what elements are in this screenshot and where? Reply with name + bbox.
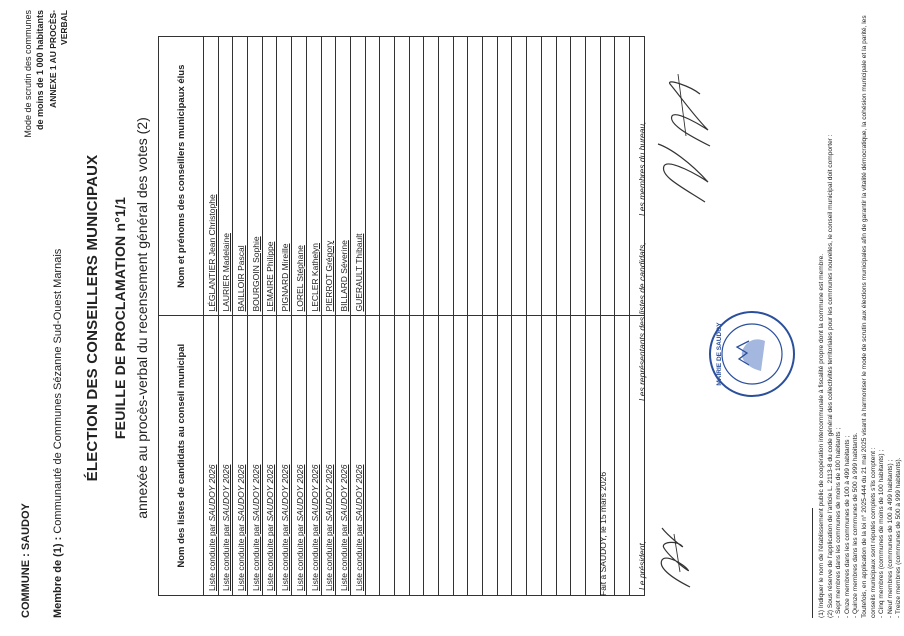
- empty-row: [556, 37, 571, 596]
- empty-cell: [541, 37, 556, 317]
- empty-cell: [483, 37, 498, 317]
- empty-cell: [365, 316, 380, 596]
- list-cell: [277, 316, 292, 596]
- elu-name: BAILLOIR Pascal: [236, 245, 247, 312]
- annexe-line2: VERBAL: [59, 10, 69, 45]
- list-name: SAUDOY 2026: [353, 464, 364, 522]
- empty-cell: [409, 37, 424, 317]
- empty-row: [483, 37, 498, 596]
- table-row: [233, 37, 248, 596]
- commune-line: [20, 503, 32, 618]
- footnote-line: (2) Sous réserve de l'application de l'article L. 2113-8 du code général des collectivités territoriales pour les communes nouvelles, le conseil municipal doit comporter :: [826, 134, 834, 618]
- list-cell: [218, 316, 233, 596]
- table-row: [218, 37, 233, 596]
- elu-cell: [306, 37, 321, 317]
- list-name: SAUDOY 2026: [324, 464, 335, 522]
- empty-cell: [527, 316, 542, 596]
- empty-row: [453, 37, 468, 596]
- footnote-line: - Neuf membres (communes de 100 à 499 habitants) ;: [886, 459, 894, 618]
- empty-cell: [483, 316, 498, 596]
- bureau-signatures: [650, 66, 720, 206]
- mode-line2: de moins de 1 000 habitants: [35, 10, 45, 131]
- table-row: [350, 37, 365, 596]
- elu-name: LÉGLANTIER Jean Christophe: [206, 194, 217, 312]
- elu-name: GUERAULT Thibault: [353, 233, 364, 312]
- empty-row: [527, 37, 542, 596]
- elu-cell: [277, 37, 292, 317]
- fait-line: Fait à SAUDOY, le 15 mars 2026: [598, 471, 608, 596]
- list-prefix: Liste conduite par: [294, 521, 305, 591]
- elu-name: PIGNARD Mireille: [280, 243, 291, 312]
- empty-cell: [439, 316, 454, 596]
- list-name: SAUDOY 2026: [280, 464, 291, 522]
- mairie-stamp: [705, 306, 800, 401]
- list-cell: [306, 316, 321, 596]
- table-row: [204, 37, 219, 596]
- elu-name: LOREL Stéphane: [294, 245, 305, 312]
- footnotes: [818, 15, 904, 618]
- list-cell: [321, 316, 336, 596]
- table-row: [248, 37, 263, 596]
- elu-name: LECLER Kathelyn: [309, 242, 320, 312]
- empty-cell: [394, 37, 409, 317]
- empty-row: [468, 37, 483, 596]
- president-signature: [650, 522, 700, 592]
- membres-label: Les membres du bureau,: [637, 121, 647, 216]
- commune-label: COMMUNE :: [20, 550, 32, 618]
- empty-cell: [600, 37, 615, 317]
- empty-cell: [468, 316, 483, 596]
- empty-cell: [556, 37, 571, 317]
- results-table: [158, 36, 645, 596]
- col-lists-header: Nom des listes de candidats au conseil municipal: [159, 316, 204, 596]
- footnote-divider: [812, 508, 813, 618]
- mode-scrutin: [22, 10, 46, 138]
- list-name: SAUDOY 2026: [221, 464, 232, 522]
- elu-name: LAURIER Madelaine: [221, 233, 232, 312]
- empty-cell: [453, 37, 468, 317]
- elu-cell: [218, 37, 233, 317]
- elu-cell: [248, 37, 263, 317]
- empty-row: [380, 37, 395, 596]
- empty-cell: [571, 37, 586, 317]
- membre-line: [52, 249, 64, 618]
- empty-cell: [394, 316, 409, 596]
- footnote-line: conseils municipaux sont réputés complets s'ils comptent :: [869, 447, 877, 618]
- empty-cell: [497, 316, 512, 596]
- list-name: SAUDOY 2026: [294, 464, 305, 522]
- membre-label: Membre de (1) :: [52, 533, 64, 618]
- list-prefix: Liste conduite par: [309, 521, 320, 591]
- main-title: ÉLECTION DES CONSEILLERS MUNICIPAUX: [84, 154, 101, 482]
- elu-cell: [262, 37, 277, 317]
- elu-cell: [292, 37, 307, 317]
- list-cell: [336, 316, 351, 596]
- empty-cell: [556, 316, 571, 596]
- stamp-text: MAIRIE DE SAUDOY: [716, 322, 723, 386]
- table-row: [306, 37, 321, 596]
- empty-cell: [380, 316, 395, 596]
- elu-name: PIERROT Grégory: [324, 240, 335, 312]
- list-prefix: Liste conduite par: [206, 521, 217, 591]
- footnote-line: - Treize membres (communes de 500 à 999 habitants).: [895, 457, 903, 618]
- table-row: [292, 37, 307, 596]
- president-label: Le président,: [637, 540, 647, 590]
- membre-value: Communauté de Communes Sézanne Sud-Ouest Marnais: [52, 248, 64, 534]
- commune-value: SAUDOY: [20, 503, 32, 551]
- empty-cell: [468, 37, 483, 317]
- empty-row: [365, 37, 380, 596]
- empty-row: [615, 37, 630, 596]
- empty-row: [394, 37, 409, 596]
- footnote-line: (1) Indiquer le nom de l'établissement public de coopération intercommunale à fiscalité propre dont la commune est membre.: [818, 253, 825, 618]
- list-prefix: Liste conduite par: [338, 521, 349, 591]
- footnote-line: - Cinq membres (communes de moins de 100 habitants) ;: [878, 449, 886, 618]
- list-prefix: Liste conduite par: [236, 521, 247, 591]
- empty-cell: [424, 316, 439, 596]
- table-header-row: [159, 37, 204, 596]
- footnote-line: - Sept membres dans les communes de moins de 100 habitants ;: [835, 427, 843, 618]
- footnote-line: - Quinze membres dans les communes de 500 à 999 habitants.: [852, 432, 860, 618]
- list-name: SAUDOY 2026: [265, 464, 276, 522]
- list-prefix: Liste conduite par: [221, 521, 232, 591]
- elu-cell: [204, 37, 219, 317]
- representants-label: Les représentants des listes de candidats,: [637, 242, 647, 401]
- mode-line1: Mode de scrutin des communes: [23, 10, 33, 138]
- empty-cell: [615, 316, 630, 596]
- table-row: [321, 37, 336, 596]
- list-cell: [233, 316, 248, 596]
- empty-cell: [512, 37, 527, 317]
- empty-row: [409, 37, 424, 596]
- list-prefix: Liste conduite par: [250, 521, 261, 591]
- empty-cell: [365, 37, 380, 317]
- list-cell: [248, 316, 263, 596]
- empty-cell: [571, 316, 586, 596]
- empty-row: [497, 37, 512, 596]
- list-cell: [262, 316, 277, 596]
- sub-title: FEUILLE DE PROCLAMATION n°1/1: [112, 196, 128, 440]
- empty-cell: [585, 37, 600, 317]
- empty-cell: [424, 37, 439, 317]
- list-name: SAUDOY 2026: [338, 464, 349, 522]
- empty-cell: [439, 37, 454, 317]
- empty-cell: [541, 316, 556, 596]
- list-prefix: Liste conduite par: [280, 521, 291, 591]
- empty-cell: [380, 37, 395, 317]
- elu-cell: [350, 37, 365, 317]
- empty-row: [512, 37, 527, 596]
- empty-cell: [497, 37, 512, 317]
- annexe-line1: ANNEXE 1 AU PROCÈS-: [48, 10, 58, 108]
- elu-name: LEMAIRE Philippe: [265, 241, 276, 312]
- elu-cell: [336, 37, 351, 317]
- empty-row: [424, 37, 439, 596]
- list-prefix: Liste conduite par: [265, 521, 276, 591]
- table-row: [262, 37, 277, 596]
- annexe-label: [48, 10, 70, 108]
- list-prefix: Liste conduite par: [353, 521, 364, 591]
- empty-cell: [527, 37, 542, 317]
- table-row: [336, 37, 351, 596]
- empty-cell: [615, 37, 630, 317]
- annex-title: annexée au procès-verbal du recensement général des votes (2): [134, 117, 150, 519]
- elu-name: BILLARD Séverine: [338, 240, 349, 312]
- elu-cell: [321, 37, 336, 317]
- empty-cell: [512, 316, 527, 596]
- list-name: SAUDOY 2026: [309, 464, 320, 522]
- empty-row: [439, 37, 454, 596]
- footnote-line: Toutefois, en application de la loi n° 2025-444 du 21 mai 2025 visant à harmoniser le mode de scrutin aux élections municipales afin de garantir la vitalité démocratique, la cohésion municipale et la parité, les: [860, 15, 868, 618]
- list-cell: [204, 316, 219, 596]
- footnote-line: - Onze membres dans les communes de 100 à 499 habitants ;: [843, 435, 851, 618]
- table-body: [204, 37, 645, 596]
- list-prefix: Liste conduite par: [324, 521, 335, 591]
- list-cell: [350, 316, 365, 596]
- empty-cell: [453, 316, 468, 596]
- col-elus-header: Nom et prénoms des conseillers municipaux élus: [159, 37, 204, 317]
- empty-cell: [409, 316, 424, 596]
- elu-cell: [233, 37, 248, 317]
- list-name: SAUDOY 2026: [206, 464, 217, 522]
- list-cell: [292, 316, 307, 596]
- empty-row: [571, 37, 586, 596]
- table-row: [277, 37, 292, 596]
- list-name: SAUDOY 2026: [250, 464, 261, 522]
- empty-row: [541, 37, 556, 596]
- elu-name: BOURGOIN Sophie: [250, 236, 261, 312]
- list-name: SAUDOY 2026: [236, 464, 247, 522]
